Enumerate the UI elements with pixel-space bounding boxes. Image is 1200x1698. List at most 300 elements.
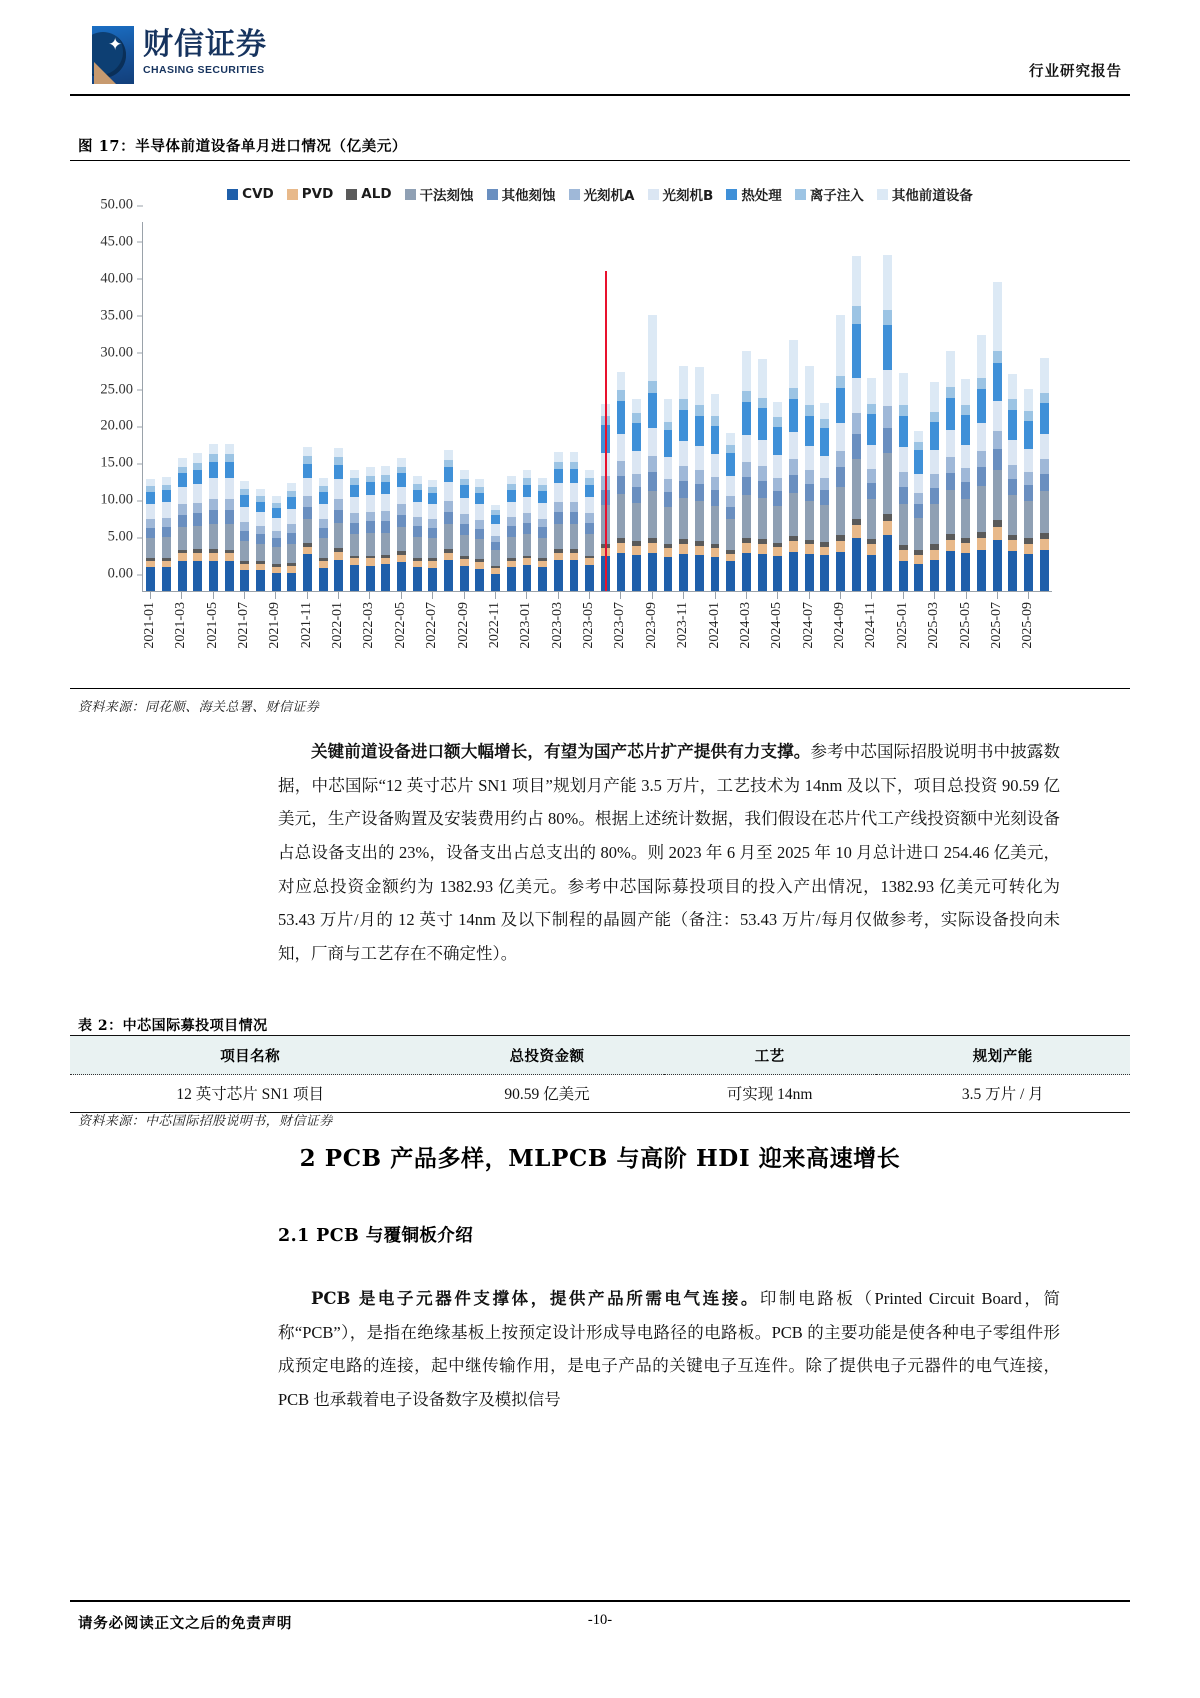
x-axis-label-slot: [519, 602, 535, 680]
chart-bar-segment: [146, 504, 155, 520]
x-axis-tick-label: 2022-05: [392, 602, 408, 649]
chart-bar[interactable]: [256, 489, 265, 591]
chart-bar-segment: [1040, 539, 1049, 550]
chart-bar[interactable]: [664, 399, 673, 591]
legend-item-CVD[interactable]: [227, 186, 274, 202]
chart-bar-segment: [146, 492, 155, 504]
chart-bar[interactable]: [554, 452, 563, 591]
chart-bar[interactable]: [789, 340, 798, 591]
chart-bar-segment: [570, 512, 579, 525]
chart-bar-segment: [350, 523, 359, 534]
chart-bar[interactable]: [319, 478, 328, 591]
chart-bar-segment: [413, 567, 422, 591]
chart-bar-segment: [554, 452, 563, 462]
x-axis-tick-label: 2023-07: [612, 602, 628, 649]
chart-bar-segment: [836, 376, 845, 388]
chart-bar[interactable]: [695, 367, 704, 591]
chart-bar-segment: [883, 514, 892, 521]
legend-item-ALD[interactable]: [346, 186, 391, 202]
chart-bar-segment: [711, 394, 720, 416]
chart-bar-segment: [914, 474, 923, 493]
legend-item-离子注入[interactable]: [795, 184, 864, 204]
x-axis-tick: [236, 592, 252, 600]
chart-bar-segment: [695, 405, 704, 415]
chart-bar-slot: [833, 222, 849, 591]
chart-bar-segment: [632, 474, 641, 487]
chart-bar[interactable]: [491, 505, 500, 592]
chart-bar[interactable]: [209, 444, 218, 591]
chart-bar-segment: [632, 555, 641, 591]
chart-bar[interactable]: [758, 359, 767, 591]
legend-item-光刻机A[interactable]: [569, 184, 635, 204]
chart-bar-segment: [507, 526, 516, 537]
x-axis-label-slot: [973, 602, 989, 680]
chart-bar[interactable]: [914, 431, 923, 592]
chart-bar-segment: [256, 489, 265, 496]
chart-bar-segment: [319, 478, 328, 486]
chart-bar-segment: [836, 541, 845, 552]
chart-bar[interactable]: [225, 444, 234, 591]
chart-bar-segment: [1040, 434, 1049, 459]
chart-bar-segment: [961, 468, 970, 482]
chart-bar-segment: [726, 561, 735, 591]
legend-item-光刻机B[interactable]: [648, 184, 714, 204]
legend-swatch-icon: [569, 189, 580, 200]
chart-bar[interactable]: [287, 483, 296, 591]
chart-bar[interactable]: [993, 282, 1002, 591]
x-axis-label-slot: [315, 602, 331, 680]
x-axis-tick-label: 2021-07: [235, 602, 251, 649]
chart-bar[interactable]: [632, 399, 641, 591]
chart-bar-segment: [648, 393, 657, 428]
x-axis-tick-label: 2024-11: [863, 602, 879, 649]
chart-bar-segment: [664, 479, 673, 492]
chart-bar-segment: [491, 574, 500, 591]
chart-bar[interactable]: [413, 476, 422, 591]
chart-bar-segment: [334, 560, 343, 591]
chart-bar[interactable]: [648, 315, 657, 591]
chart-bar-slot: [378, 222, 394, 591]
chart-bar-segment: [397, 458, 406, 467]
x-axis-label-slot: [691, 602, 707, 680]
chart-vertical-marker: [605, 271, 608, 591]
chart-bar-segment: [146, 567, 155, 591]
x-axis-tick-label: 2023-03: [549, 602, 565, 649]
chart-bar-segment: [523, 523, 532, 534]
chart-bar-segment: [679, 481, 688, 498]
x-axis-tick: [283, 592, 299, 600]
chart-bar-segment: [554, 502, 563, 512]
chart-bar-segment: [711, 477, 720, 490]
chart-bar[interactable]: [507, 476, 516, 591]
chart-bar-segment: [961, 553, 970, 591]
chart-bar-segment: [632, 546, 641, 555]
chart-bar-slot: [692, 222, 708, 591]
chart-bar[interactable]: [366, 467, 375, 591]
chart-bar-segment: [617, 401, 626, 434]
chart-bar-segment: [460, 566, 469, 591]
chart-bar-segment: [444, 560, 453, 591]
chart-bar-segment: [664, 457, 673, 479]
footer-disclaimer: 请务必阅读正文之后的免责声明: [78, 1615, 293, 1632]
figure-title-divider: [70, 160, 1130, 161]
chart-bar[interactable]: [303, 447, 312, 591]
table-source-note: 资料来源：中芯国际招股说明书，财信证券: [78, 1114, 333, 1129]
chart-bar[interactable]: [977, 335, 986, 591]
x-axis-tick: [691, 592, 707, 600]
chart-bar[interactable]: [1040, 358, 1049, 591]
chart-bar-segment: [617, 543, 626, 553]
chart-bar-segment: [993, 527, 1002, 540]
chart-bar-segment: [460, 514, 469, 524]
chart-bar-segment: [334, 465, 343, 480]
chart-bar[interactable]: [742, 351, 751, 591]
chart-bar[interactable]: [538, 478, 547, 591]
chart-bar[interactable]: [805, 366, 814, 591]
chart-bar-slot: [629, 222, 645, 591]
legend-label: PVD: [301, 186, 334, 202]
x-axis-label-slot: [456, 602, 472, 680]
chart-bar[interactable]: [178, 458, 187, 591]
x-axis-tick-label: 2021-05: [204, 602, 220, 649]
chart-bar[interactable]: [193, 453, 202, 591]
x-axis-tick: [613, 592, 629, 600]
x-axis-tick: [864, 592, 880, 600]
chart-bar-segment: [648, 553, 657, 591]
chart-bar-segment: [460, 470, 469, 478]
chart-bar-segment: [272, 496, 281, 503]
chart-bar[interactable]: [240, 481, 249, 591]
chart-bar-segment: [773, 427, 782, 455]
chart-bar-slot: [989, 222, 1005, 591]
chart-bar[interactable]: [773, 402, 782, 591]
chart-bar[interactable]: [523, 470, 532, 591]
chart-bar[interactable]: [350, 470, 359, 591]
chart-bar-segment: [538, 567, 547, 591]
x-axis-label-slot: [738, 602, 754, 680]
x-axis-tick-label: 2022-09: [455, 602, 471, 649]
chart-bar-segment: [852, 538, 861, 591]
chart-bar-segment: [381, 482, 390, 495]
x-axis-tick: [675, 592, 691, 600]
chart-bar[interactable]: [617, 372, 626, 591]
chart-bar[interactable]: [444, 450, 453, 591]
y-axis-tick-label: 0.00: [108, 566, 143, 583]
chart-bar[interactable]: [146, 479, 155, 591]
chart-bar-segment: [977, 378, 986, 389]
chart-bar-segment: [350, 534, 359, 555]
legend-label: 其他刻蚀: [501, 188, 556, 204]
chart-bar-segment: [789, 340, 798, 387]
chart-bar-segment: [381, 564, 390, 591]
chart-bar-segment: [836, 552, 845, 591]
chart-bar-segment: [303, 547, 312, 554]
chart-bar-segment: [256, 526, 265, 534]
chart-bar-segment: [679, 410, 688, 441]
x-axis-tick-label: 2023-11: [675, 602, 691, 649]
chart-bar-segment: [758, 466, 767, 481]
chart-bar[interactable]: [570, 452, 579, 591]
chart-bar[interactable]: [460, 470, 469, 591]
chart-bar-segment: [664, 492, 673, 507]
subsection-heading-2-1: 2.1 PCB 与覆铜板介绍: [278, 1226, 474, 1246]
chart-bar-segment: [820, 456, 829, 478]
legend-item-热处理[interactable]: [726, 184, 782, 204]
chart-bar-segment: [350, 470, 359, 478]
chart-bar-segment: [428, 504, 437, 519]
chart-bars: [143, 222, 1052, 591]
chart-bar-segment: [209, 454, 218, 462]
x-axis-label-slot: [409, 602, 425, 680]
chart-bar-segment: [162, 527, 171, 537]
chart-bar[interactable]: [1008, 374, 1017, 591]
chart-bar-segment: [444, 482, 453, 501]
chart-bar-segment: [287, 533, 296, 543]
chart-bar-segment: [946, 551, 955, 591]
y-axis-tick-label: 25.00: [100, 381, 143, 398]
x-axis-tick: [597, 592, 613, 600]
chart-x-axis-labels: [142, 602, 1052, 680]
chart-bar-segment: [491, 550, 500, 566]
chart-bar-segment: [554, 483, 563, 502]
x-axis-tick: [189, 592, 205, 600]
chart-bar-segment: [852, 378, 861, 414]
chart-bar-slot: [1005, 222, 1021, 591]
chart-bar-segment: [240, 522, 249, 531]
legend-label: ALD: [361, 186, 392, 202]
chart-bar-segment: [570, 483, 579, 502]
chart-bar-segment: [711, 557, 720, 591]
chart-bar-segment: [758, 481, 767, 498]
chart-bar-segment: [428, 480, 437, 487]
chart-bar-segment: [899, 487, 908, 504]
chart-bar-slot: [927, 222, 943, 591]
chart-bar-segment: [899, 416, 908, 447]
chart-bar-segment: [585, 478, 594, 485]
x-axis-label-slot: [252, 602, 268, 680]
chart-bar-segment: [773, 506, 782, 543]
chart-bar-segment: [366, 558, 375, 565]
chart-bar-slot: [660, 222, 676, 591]
chart-bar-segment: [1024, 421, 1033, 449]
chart-bar-segment: [773, 547, 782, 556]
chart-bar-segment: [319, 561, 328, 568]
chart-bar-segment: [209, 553, 218, 562]
x-axis-tick-label: 2025-07: [988, 602, 1004, 649]
chart-bar-segment: [475, 569, 484, 591]
paragraph2-body: 印制电路板（Printed Circuit Board，简称“PCB”），是指在绝缘基板上按预定设计形成导电路径的电路板。PCB 的主要功能是使各种电子零组件形成预定电路的连接，起中继传输作用，是电子产品的关键电子互连件。除了提供电子元器件的电气连接，PCB 也承载着电子设备数字及模拟信号: [278, 1289, 1060, 1409]
chart-bar-segment: [554, 524, 563, 548]
chart-bar-segment: [805, 554, 814, 591]
chart-bar-segment: [538, 491, 547, 503]
chart-bar-segment: [303, 456, 312, 463]
x-axis-tick: [409, 592, 425, 600]
legend-item-其他前道设备[interactable]: [877, 184, 973, 204]
chart-bar-segment: [805, 501, 814, 540]
chart-bar-segment: [162, 502, 171, 518]
chart-bar-segment: [178, 515, 187, 527]
x-axis-label-slot: [879, 602, 895, 680]
y-axis-tick-label: 45.00: [100, 233, 143, 250]
document-type-label: 行业研究报告: [1029, 63, 1122, 80]
chart-bar-segment: [836, 423, 845, 451]
chart-bar-segment: [805, 470, 814, 484]
x-axis-tick: [142, 592, 158, 600]
chart-bar[interactable]: [162, 477, 171, 591]
chart-bar-segment: [209, 510, 218, 523]
legend-item-其他刻蚀[interactable]: [487, 184, 556, 204]
chart-bar-segment: [523, 497, 532, 513]
chart-bar-segment: [178, 467, 187, 474]
chart-bar-segment: [538, 538, 547, 558]
x-axis-tick: [377, 592, 393, 600]
chart-bar-segment: [1008, 551, 1017, 591]
x-axis-tick: [173, 592, 189, 600]
x-axis-label-slot: [1021, 602, 1037, 680]
chart-bar-segment: [428, 493, 437, 504]
chart-bar-slot: [566, 222, 582, 591]
chart-bar[interactable]: [946, 351, 955, 591]
chart-bar-segment: [852, 306, 861, 324]
x-axis-tick: [205, 592, 221, 600]
chart-bar-segment: [742, 435, 751, 462]
chart-bar[interactable]: [381, 466, 390, 591]
x-axis-tick: [817, 592, 833, 600]
chart-bar-segment: [491, 515, 500, 524]
chart-bar[interactable]: [428, 480, 437, 591]
chart-bar[interactable]: [961, 379, 970, 591]
x-axis-tick: [754, 592, 770, 600]
chart-bar-segment: [570, 469, 579, 483]
chart-bar[interactable]: [397, 458, 406, 591]
x-axis-label-slot: [770, 602, 786, 680]
chart-bar-segment: [272, 508, 281, 518]
chart-bar[interactable]: [711, 394, 720, 591]
page-number: -10-: [587, 1612, 613, 1628]
legend-label: 热处理: [741, 188, 782, 204]
x-axis-tick: [989, 592, 1005, 600]
chart-bar-segment: [820, 419, 829, 428]
chart-bar[interactable]: [1024, 389, 1033, 591]
chart-bar-segment: [742, 477, 751, 495]
x-axis-tick-label: 2024-01: [706, 602, 722, 649]
chart-bar-segment: [397, 515, 406, 528]
chart-bar-segment: [209, 444, 218, 454]
chart-bar-segment: [1008, 410, 1017, 440]
legend-label: CVD: [242, 186, 274, 202]
chart-bar-segment: [413, 561, 422, 568]
chart-bar-slot: [645, 222, 661, 591]
chart-bar-segment: [507, 476, 516, 484]
chart-bar[interactable]: [820, 403, 829, 591]
chart-bar-segment: [930, 504, 939, 544]
chart-bar[interactable]: [930, 382, 939, 591]
chart-bar[interactable]: [272, 496, 281, 591]
chart-bar-segment: [397, 504, 406, 514]
chart-bar-segment: [1040, 459, 1049, 474]
chart-bar-segment: [1024, 472, 1033, 485]
chart-bar-segment: [507, 502, 516, 518]
x-axis-tick: [628, 592, 644, 600]
chart-bar[interactable]: [867, 378, 876, 591]
chart-bar-segment: [146, 479, 155, 486]
chart-bar-segment: [726, 519, 735, 550]
y-axis-tick-label: 40.00: [100, 270, 143, 287]
table-cell-process: 可实现 14nm: [664, 1075, 876, 1113]
chart-bar[interactable]: [585, 470, 594, 591]
chart-bar-segment: [648, 315, 657, 381]
chart-bar-segment: [193, 561, 202, 591]
chart-bar-segment: [319, 504, 328, 520]
x-axis-tick: [895, 592, 911, 600]
chart-bar-segment: [428, 538, 437, 558]
chart-bar-segment: [883, 535, 892, 591]
chart-bar-segment: [946, 490, 955, 534]
chart-bar-segment: [193, 513, 202, 526]
chart-bar-segment: [178, 473, 187, 486]
chart-bar-segment: [397, 473, 406, 486]
chart-bar-segment: [413, 517, 422, 526]
legend-item-PVD[interactable]: [287, 186, 334, 202]
y-axis-tick-label: 30.00: [100, 344, 143, 361]
chart-bar[interactable]: [334, 448, 343, 591]
chart-bar-segment: [993, 470, 1002, 520]
chart-bar[interactable]: [679, 366, 688, 591]
legend-swatch-icon: [726, 189, 737, 200]
chart-bar-segment: [1008, 374, 1017, 400]
chart-bar-slot: [425, 222, 441, 591]
chart-bar-segment: [460, 559, 469, 566]
chart-bar-segment: [883, 406, 892, 427]
chart-bar-segment: [225, 454, 234, 462]
chart-bar-segment: [319, 492, 328, 504]
chart-bar-segment: [381, 466, 390, 475]
legend-swatch-icon: [227, 189, 238, 200]
chart-bar-segment: [413, 502, 422, 518]
chart-bar-segment: [961, 445, 970, 469]
chart-bar-segment: [820, 490, 829, 505]
chart-bar-segment: [319, 538, 328, 558]
chart-bar[interactable]: [899, 373, 908, 591]
chart-bar[interactable]: [883, 255, 892, 591]
chart-bar-segment: [428, 568, 437, 591]
chart-bar[interactable]: [726, 433, 735, 591]
chart-bar-segment: [428, 519, 437, 528]
x-axis-tick: [299, 592, 315, 600]
x-axis-tick: [268, 592, 284, 600]
x-axis-label-slot: [864, 602, 880, 680]
chart-bar-segment: [240, 495, 249, 507]
chart-bar-slot: [519, 222, 535, 591]
chart-bar-slot: [362, 222, 378, 591]
chart-bar-segment: [742, 391, 751, 402]
chart-bar[interactable]: [836, 315, 845, 591]
chart-bar-slot: [770, 222, 786, 591]
chart-bar-segment: [961, 379, 970, 406]
chart-bar-segment: [742, 543, 751, 553]
x-axis-label-slot: [911, 602, 927, 680]
chart-legend: [70, 184, 1130, 204]
chart-bar-segment: [585, 558, 594, 565]
chart-bar[interactable]: [475, 479, 484, 591]
chart-bar-segment: [1008, 440, 1017, 464]
x-axis-tick: [644, 592, 660, 600]
chart-bar-segment: [272, 518, 281, 531]
chart-bar[interactable]: [852, 256, 861, 591]
chart-bar-segment: [1040, 403, 1049, 434]
figure-source-note: 资料来源：同花顺、海关总署、财信证券: [78, 700, 320, 715]
legend-item-干法刻蚀[interactable]: [405, 184, 474, 204]
